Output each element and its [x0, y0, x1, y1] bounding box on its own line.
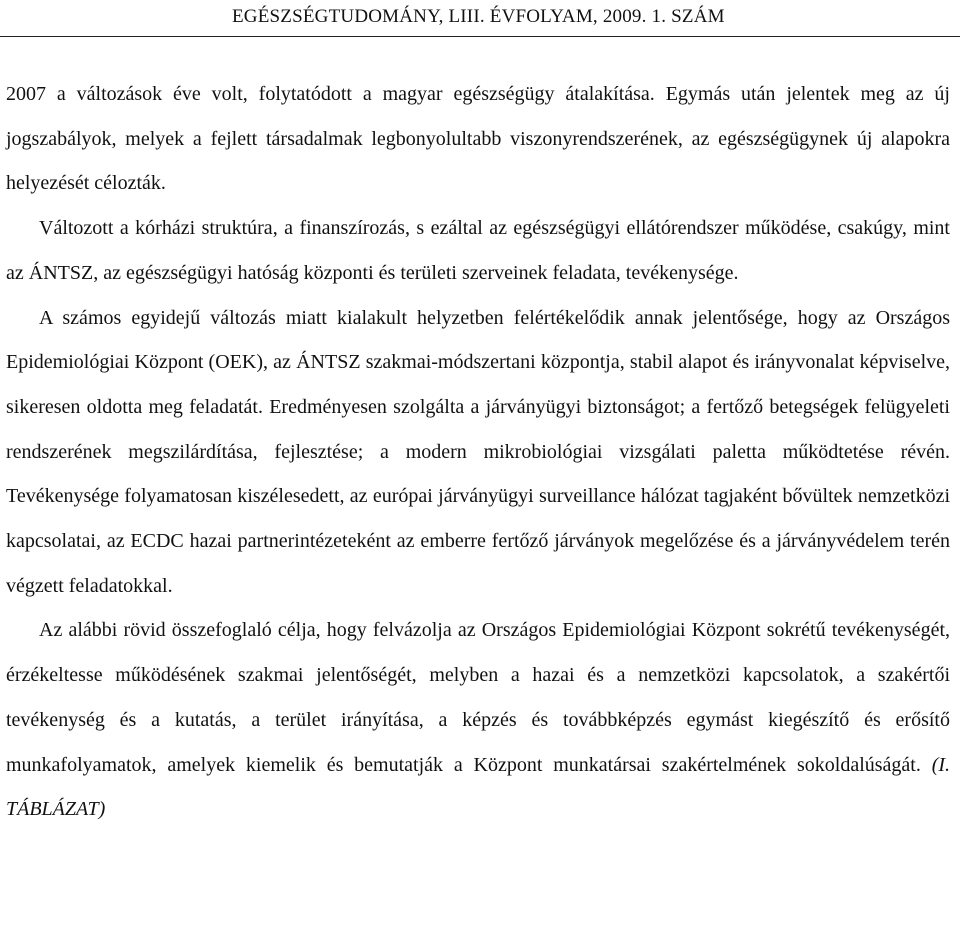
paragraph-intro: 2007 a változások éve volt, folytatódott a magyar egészségügy átalakítása. Egymás után jelentek meg az új jogszabályok, melyek a fejlett társadalmak legbonyolultabb viszonyrendszerének, az egészségügynek új alapokra helyezését célozták. [6, 83, 950, 195]
paragraph-summary-text: Az alábbi rövid összefoglaló célja, hogy felvázolja az Országos Epidemiológiai Központ sokrétű tevékenységét, érzékeltesse működésének szakmai jelentőségét, melyben a hazai és a nemzetközi kapcsolatok, a szakértői tevékenység és a kutatás, a terület irányítása, a képzés és továbbképzés egymást kiegészítő és erősítő munkafolyamatok, amelyek kiemelik és bemutatják a Központ munkatársai szakértelmének sokoldalúságát. [6, 619, 950, 776]
running-title: EGÉSZSÉGTUDOMÁNY, LIII. ÉVFOLYAM, 2009. 1. SZÁM [232, 6, 725, 27]
paragraph-summary-aim [6, 608, 950, 832]
running-header [0, 6, 960, 30]
article-body [6, 72, 950, 832]
header-divider [0, 36, 960, 37]
table-reference: (I. TÁBLÁZAT) [6, 753, 951, 821]
paragraph-oek-role: A számos egyidejű változás miatt kialakult helyzetben felértékelődik annak jelentősége, hogy az Országos Epidemiológiai Központ (OEK), az ÁNTSZ szakmai-módszertani központja, stabil alapot és irányvonalat képviselve, sikeresen oldotta meg feladatát. Eredményesen szolgálta a járványügyi biztonságot; a fertőző betegségek felügyeleti rendszerének megszilárdítása, fejlesztése; a modern mikrobiológiai vizsgálati paletta működtetése révén. Tevékenysége folyamatosan kiszélesedett, az európai járványügyi surveillance hálózat tagjaként bővültek nemzetközi kapcsolatai, az ECDC hazai partnerintézeteként az emberre fertőző járványok megelőzése és a járványvédelem terén végzett feladatokkal. [6, 306, 950, 597]
paragraph-structure-change: Változott a kórházi struktúra, a finanszírozás, s ezáltal az egészségügyi ellátórendszer működése, csakúgy, mint az ÁNTSZ, az egészségügyi hatóság központi és területi szerveinek feladata, tevékenysége. [6, 217, 950, 284]
